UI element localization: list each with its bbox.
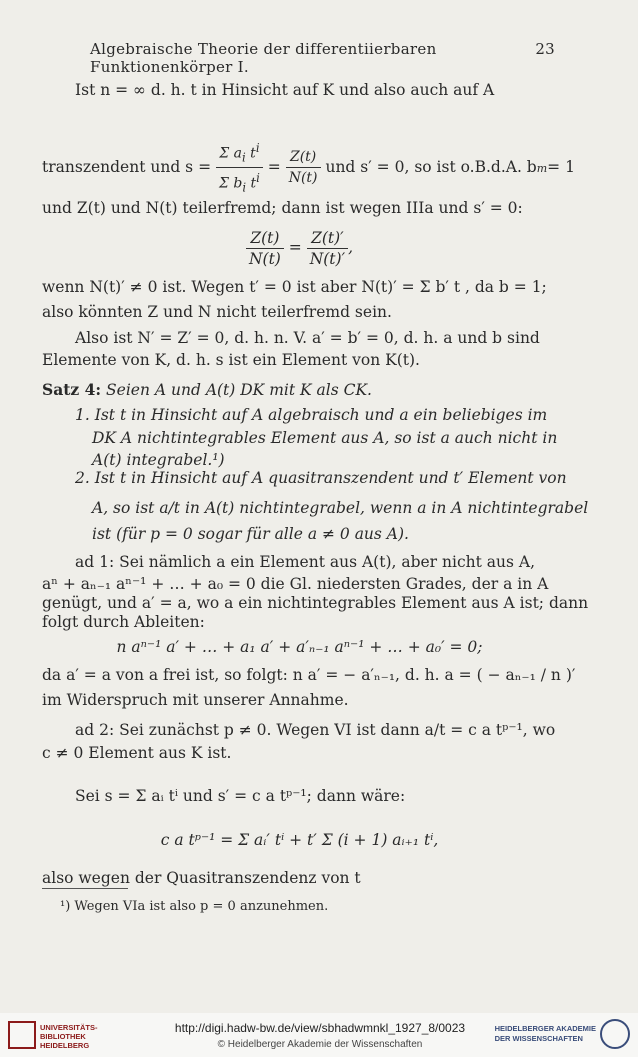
text-line: Ist n = ∞ d. h. t in Hinsicht auf K und also auch auf A <box>75 81 495 99</box>
running-header <box>90 40 555 76</box>
theorem-header: Satz 4: Seien A und A(t) DK mit K als CK. <box>42 380 372 399</box>
theorem-item: 2. Ist t in Hinsicht auf A quasitranszendent und t′ Element von <box>75 469 567 487</box>
text-line: aⁿ + aₙ₋₁ aⁿ⁻¹ + … + a₀ = 0 die Gl. niedersten Grades, der a in A <box>42 575 549 593</box>
text-line: Also ist N′ = Z′ = 0, d. h. n. V. a′ = b′ = 0, d. h. a und b sind <box>75 329 540 347</box>
text-line: also könnten Z und N nicht teilerfremd sein. <box>42 303 392 321</box>
page-number: 23 <box>535 40 555 58</box>
permalink[interactable]: http://digi.hadw-bw.de/view/sbhadwmnkl_1927_8/0023 <box>174 1021 466 1035</box>
copyright: © Heidelberger Akademie der Wissenschaften <box>217 1039 423 1050</box>
footnote-rule <box>42 888 128 889</box>
theorem-item: A, so ist a/t in A(t) nichtintegrabel, wenn a in A nichtintegrabel <box>92 499 589 517</box>
equation: c a tᵖ⁻¹ = Σ aᵢ′ tⁱ + t′ Σ (i + 1) aᵢ₊₁ tⁱ, <box>160 831 439 849</box>
university-library-logo <box>8 1021 36 1049</box>
theorem-item: A(t) integrabel.¹) <box>92 451 225 469</box>
theorem-item: 1. Ist t in Hinsicht auf A algebraisch und a ein beliebiges im <box>75 406 548 424</box>
footnote: ¹) Wegen VIa ist also p = 0 anzunehmen. <box>60 899 329 914</box>
theorem-item: ist (für p = 0 sogar für alle a ≠ 0 aus A). <box>92 525 409 543</box>
text-line: Sei s = Σ aᵢ tⁱ und s′ = c a tᵖ⁻¹; dann wäre: <box>75 787 406 805</box>
equation: n aⁿ⁻¹ a′ + … + a₁ a′ + a′ₙ₋₁ aⁿ⁻¹ + … + a₀′ = 0; <box>116 638 483 656</box>
text-line: transzendent und s = $\frac{\Sigma a_i t^i}{\Sigma b_i t^i}$ = $\frac{Z(t)}{N(t)}$ und s′ = 0, so ist o.B.d.A. bm= 1 <box>42 138 557 198</box>
theorem-item: DK A nichtintegrables Element aus A, so ist a auch nicht in <box>92 429 558 447</box>
text-line: Elemente von K, d. h. s ist ein Element von K(t). <box>42 351 420 369</box>
text-line: wenn N(t)′ ≠ 0 ist. Wegen t′ = 0 ist aber N(t)′ = Σ b′ t , da b = 1; <box>42 278 547 296</box>
equation: $\frac{Z(t)}{N(t)}$ = $\frac{Z(t)'}{N(t)'}$ , <box>42 228 557 269</box>
academy-text: HEIDELBERGER AKADEMIE DER WISSENSCHAFTEN <box>494 1024 596 1043</box>
text-line: also wegen der Quasitranszendenz von t <box>42 869 361 887</box>
text-line: ad 2: Sei zunächst p ≠ 0. Wegen VI ist dann a/t = c a tᵖ⁻¹, wo <box>75 721 556 739</box>
text-line: c ≠ 0 Element aus K ist. <box>42 744 232 762</box>
university-library-text: UNIVERSITÄTS- BIBLIOTHEK HEIDELBERG <box>40 1023 98 1050</box>
text-line: im Widerspruch mit unserer Annahme. <box>42 691 349 709</box>
text-line: folgt durch Ableiten: <box>42 613 205 631</box>
text-line: da a′ = a von a frei ist, so folgt: n a′ = − a′ₙ₋₁, d. h. a = ( − aₙ₋₁ / n )′ <box>42 666 576 684</box>
academy-logo <box>600 1019 630 1049</box>
text-line: genügt, und a′ = a, wo a ein nichtintegrables Element aus A ist; dann <box>42 594 589 612</box>
text-line: und Z(t) und N(t) teilerfremd; dann ist wegen IIIa und s′ = 0: <box>42 199 523 217</box>
theorem-label: Satz 4: <box>42 380 102 399</box>
header-title: Algebraische Theorie der differentiierbaren Funktionenkörper I. <box>90 40 437 76</box>
text-line: ad 1: Sei nämlich a ein Element aus A(t), aber nicht aus A, <box>75 553 535 571</box>
viewer-footer <box>0 1013 638 1057</box>
